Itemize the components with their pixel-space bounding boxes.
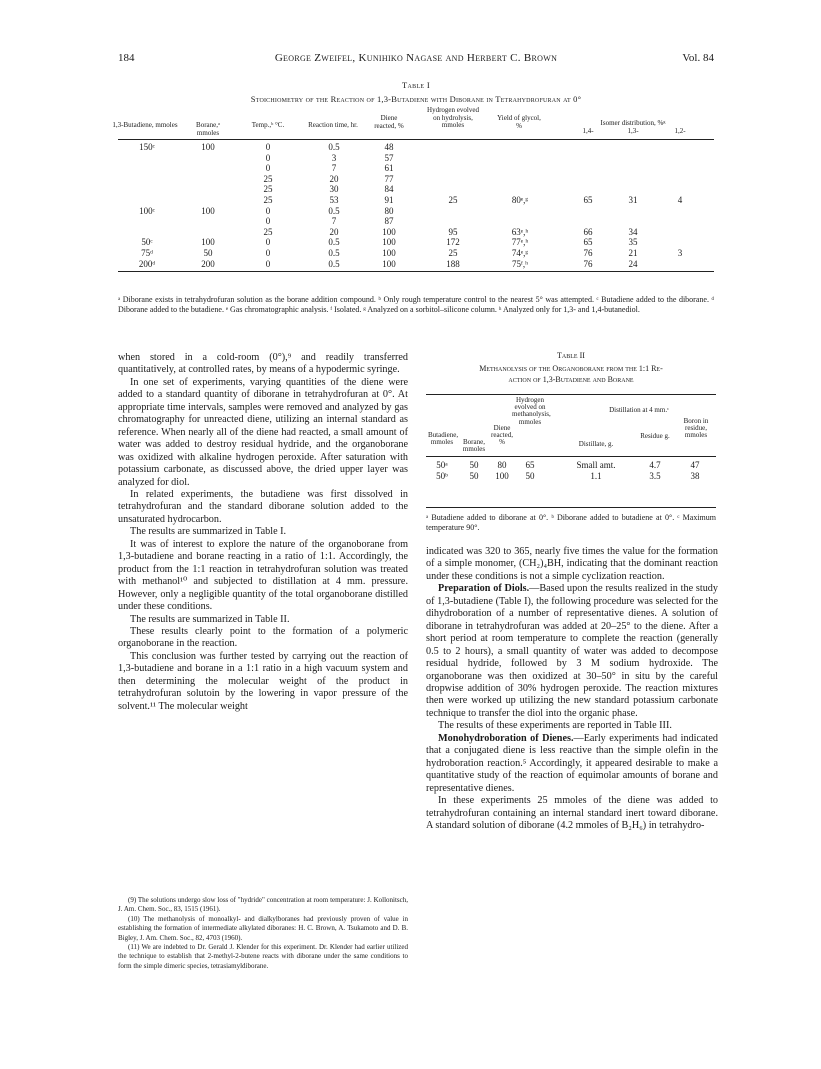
- t1-cell: [500, 142, 540, 153]
- t2-col-residue: [640, 460, 670, 482]
- t1-cell: 24: [628, 258, 638, 269]
- t1-cell: 0: [265, 163, 271, 174]
- t1-cell: 57: [384, 152, 394, 163]
- t1-cell: 48: [384, 142, 394, 152]
- t1-cell: [500, 216, 540, 227]
- t1-cell: 75ᶠ,ʰ: [511, 258, 529, 269]
- t1-cell: [665, 184, 695, 195]
- table2-bottom-rule: [426, 507, 716, 508]
- t1-cell: [618, 174, 648, 185]
- t2-col-distillate: [560, 460, 632, 482]
- t1-cell: 188: [446, 258, 460, 269]
- t1-cell: 0.5: [328, 237, 340, 248]
- t1-col-iso14: [573, 142, 603, 269]
- t1-cell: 53: [329, 194, 339, 205]
- t1-cell: [573, 216, 603, 227]
- t1-cell: 100ᶜ: [139, 205, 155, 216]
- t1-cell: [618, 142, 648, 153]
- t1-cell: 0.5: [328, 142, 340, 152]
- t1-col-borane: [188, 142, 228, 269]
- paragraph: when stored in a cold-room (0°),⁹ and readily transferred quantitatively, at controlled rates, by means of a hypodermic syringe.: [118, 352, 408, 376]
- t2-cell: 38: [690, 471, 700, 481]
- paragraph: indicated was 320 to 365, nearly five times the value for the formation of a simple monomer, (CH₂)₄BH, indicating that the dominant reaction under these conditions is not a simple cyclization reaction.: [426, 546, 718, 582]
- paragraph-text: —Based upon the results realized in the study of 1,3-butadiene (Table I), the following procedure was selected for the dihydroboration of a number of representative dienes. A solution of diborane in tetrahydrofuran was added at 20–25° to the diene. After a short period at room temperature to complete the reaction (generally 0.5 to 2 hours), a small quantity of water was added to decompose residual hydride, followed by 3 M sodium hydroxide. The organoborane was then oxidized at 30–50° in situ by the careful dropwise addition of 30% hydrogen peroxide. The reaction mixtures then were worked up utilizing the new standard potassium carbonate technique to transfer the diol into the organic phase.: [426, 583, 718, 719]
- t2-cell: 3.5: [649, 471, 661, 481]
- t1-header-glycol: Yield of glycol, %: [497, 114, 541, 130]
- t1-cell: 80: [384, 205, 394, 216]
- paragraph: [426, 733, 718, 795]
- t1-cell: 100: [382, 247, 396, 258]
- section-heading: Monohydroboration of Dienes.: [438, 732, 574, 744]
- t1-cell: 200: [201, 258, 215, 269]
- t1-cell: 65: [583, 194, 593, 205]
- t1-col-iso12: [665, 142, 695, 269]
- table2-top-rule: [426, 394, 716, 395]
- t1-cell: [500, 163, 540, 174]
- paragraph: It was of interest to explore the nature of the organoborane from 1,3-butadiene and borane reacting in a ratio of 1:1. Accordingly, the product from the 1:1 reaction in tetrahydrofuran solution was treated with methanol¹⁰ and subjected to distillation at 4 mm. pressure. However, only a negligible quantity of the total organoborane distilled under these conditions.: [118, 538, 408, 613]
- t2-cell: 1.1: [590, 471, 602, 481]
- t1-cell: 75ᵈ: [141, 247, 153, 258]
- t1-cell: 80ᵉ,ᵍ: [511, 194, 529, 205]
- t1-cell: 65: [583, 237, 593, 248]
- t1-cell: [433, 174, 473, 185]
- t2-cell: 50ᵇ: [436, 471, 448, 481]
- t1-cell: 25: [263, 194, 273, 205]
- t1-cell: [618, 206, 648, 217]
- t1-header-butadiene: 1,3-Butadiene, mmoles: [112, 121, 178, 129]
- t1-header-borane: Borane,ᵃ mmoles: [196, 121, 220, 137]
- paragraph-text: —Early experiments had indicated that a conjugated diene is less reactive than the simple olefin in the hydroboration reaction.⁵ Accordingly, it appeared desirable to make a quantitative study of the reaction of equimolar amounts of borane and representative dienes.: [426, 732, 718, 794]
- t1-cell: 100: [382, 226, 396, 237]
- t2-header-reacted: Diene reacted, %: [491, 424, 513, 447]
- left-footnotes: [118, 896, 408, 971]
- t1-col-iso13: [618, 142, 648, 269]
- t1-cell: [500, 184, 540, 195]
- paragraph: In one set of experiments, varying quantities of the diene were added to a standard quantity of diborane in tetrahydrofuran at 0°. At appropriate time intervals, samples were removed and analyzed by gas chromatography for unreacted diene, utilizing an internal standard as reference. When nearly all of the diene had reacted, a small amount of water was added to destroy residual hydride, and the organoborane was oxidized with alkaline hydrogen peroxide. After saturation with potassium carbonate, as discussed above, the dried upper layer was analyzed for diol.: [118, 376, 408, 488]
- t1-cell: [665, 227, 695, 238]
- t1-cell: 0: [265, 216, 271, 227]
- t1-cell: [573, 174, 603, 185]
- t1-cell: 3: [331, 152, 337, 163]
- t1-cell: 77ᵉ,ʰ: [511, 237, 529, 248]
- t1-cell: 25: [448, 247, 458, 258]
- t2-cell: 50: [469, 460, 479, 470]
- t2-col-reacted: [490, 460, 514, 482]
- t1-cell: [665, 259, 695, 270]
- t1-cell: [433, 184, 473, 195]
- t1-cell: 0: [265, 142, 271, 152]
- t1-cell: [500, 206, 540, 217]
- t1-cell: 4: [677, 194, 683, 205]
- table2-title: Table II: [557, 351, 585, 360]
- t1-col-butadiene: [122, 142, 172, 269]
- t1-col-reacted: [374, 142, 404, 269]
- t1-cell: [665, 174, 695, 185]
- t1-cell: [122, 227, 172, 238]
- t1-cell: 76: [583, 247, 593, 258]
- t1-cell: 25: [448, 194, 458, 205]
- t2-col-hydrogen: [518, 460, 542, 482]
- t1-cell: 0.5: [328, 205, 340, 216]
- t1-cell: 150ᶜ: [139, 142, 155, 152]
- running-header: [118, 52, 714, 68]
- t1-header-reacted: Diene reacted, %: [374, 114, 404, 130]
- t2-cell: 50ᵃ: [436, 460, 448, 470]
- table1-footnotes: ᵃ Diborane exists in tetrahydrofuran solution as the borane addition compound. ᵇ Only rough temperature control to the nearest 5° was attempted. ᶜ Butadiene added to the diborane. ᵈ Diborane added to the butadiene. ᵉ Gas chromatographic analysis. ᶠ Isolated. ᵍ Analyzed on a sorbitol–silicone column. ʰ Analyzed only for 1,3- and 1,4-butanediol.: [118, 295, 714, 314]
- t1-cell: 100: [201, 142, 215, 152]
- t1-cell: 100: [201, 205, 215, 216]
- t1-cell: 172: [446, 237, 460, 248]
- author-line: George Zweifel, Kunihiko Nagase and Herbert C. Brown: [274, 52, 558, 64]
- t1-header-hydrogen: Hydrogen evolved on hydrolysis, mmoles: [427, 106, 479, 129]
- t2-header-hydrogen: Hydrogen evolved on methanolysis, mmoles: [512, 396, 551, 426]
- t2-header-boron: Boron in residue, mmoles: [683, 417, 709, 440]
- paragraph: The results are summarized in Table II.: [130, 613, 290, 625]
- paragraph: In related experiments, the butadiene was first dissolved in tetrahydrofuran and the standard diborane solution added to the unsaturated hydrocarbon.: [118, 488, 408, 525]
- t1-cell: [433, 142, 473, 153]
- t1-cell: [665, 153, 695, 164]
- t1-cell: 66: [583, 226, 593, 237]
- table1-bottom-rule: [118, 271, 714, 272]
- t1-cell: [573, 153, 603, 164]
- t2-header-residue: Residue g.: [640, 432, 670, 440]
- t1-cell: 0: [265, 205, 271, 216]
- table1-subtitle: Stoichiometry of the Reaction of 1,3-Butadiene with Diborane in Tetrahydrofuran at 0°: [250, 94, 582, 104]
- t1-cell: [665, 206, 695, 217]
- t1-cell: [500, 174, 540, 185]
- table2-header-rule: [426, 456, 716, 457]
- t1-cell: 0: [265, 152, 271, 163]
- t1-cell: [188, 153, 228, 164]
- t1-col-glycol: [500, 142, 540, 269]
- t1-cell: [573, 142, 603, 153]
- t1-cell: [188, 174, 228, 185]
- t1-col-time: [312, 142, 356, 269]
- t1-cell: 35: [628, 237, 638, 248]
- t2-cell: 80: [497, 460, 507, 470]
- t2-cell: 50: [525, 471, 535, 481]
- t1-header-time: Reaction time, hr.: [308, 121, 358, 129]
- t1-cell: 84: [384, 184, 394, 195]
- t1-cell: 3: [677, 247, 683, 258]
- t1-cell: [433, 153, 473, 164]
- t1-cell: [665, 237, 695, 248]
- table2-subtitle: [426, 363, 716, 385]
- t1-cell: 25: [263, 173, 273, 184]
- footnote: (10) The methanolysis of monoalkyl- and dialkylboranes had previously proven of value in establishing the formation of intermediate alkylated diboranes: H. C. Brown, A. Tsukamoto and D. B. Bigley, J. Am. Chem. Soc., 82, 4703 (1960).: [118, 914, 408, 942]
- paragraph: The results are summarized in Table I.: [130, 526, 287, 538]
- t1-cell: [573, 184, 603, 195]
- right-column: [426, 546, 718, 832]
- t1-cell: 0.5: [328, 247, 340, 258]
- volume-label: Vol. 84: [682, 52, 714, 64]
- t1-cell: [433, 216, 473, 227]
- left-column: [118, 352, 408, 713]
- paragraph: The results of these experiments are reported in Table III.: [438, 720, 672, 732]
- t1-cell: [618, 216, 648, 227]
- t1-cell: [618, 153, 648, 164]
- t1-cell: 50ᶜ: [141, 237, 153, 248]
- t1-cell: 7: [331, 216, 337, 227]
- t1-cell: [122, 163, 172, 174]
- t1-cell: 95: [448, 226, 458, 237]
- t1-header-iso13: 1,3-: [627, 127, 639, 135]
- table2-footnotes: ᵃ Butadiene added to diborane at 0°. ᵇ Diborane added to butadiene at 0°. ᶜ Maximum temperature 90°.: [426, 513, 716, 532]
- t1-cell: 30: [329, 184, 339, 195]
- t1-cell: [618, 184, 648, 195]
- t1-cell: [122, 174, 172, 185]
- t2-header-distillation: Distillation at 4 mm.ᶜ: [609, 406, 669, 414]
- t1-cell: [618, 163, 648, 174]
- t1-cell: 25: [263, 184, 273, 195]
- t1-cell: 25: [263, 226, 273, 237]
- t1-header-iso12: 1,2-: [674, 127, 686, 135]
- t1-cell: [433, 206, 473, 217]
- t2-cell: 100: [495, 471, 509, 481]
- paragraph: [426, 583, 718, 720]
- t2-cell: 4.7: [649, 460, 661, 470]
- page-number: 184: [118, 52, 135, 64]
- t1-cell: 0: [265, 247, 271, 258]
- t1-cell: 20: [329, 226, 339, 237]
- t1-cell: 20: [329, 173, 339, 184]
- t1-header-iso14: 1,4-: [582, 127, 594, 135]
- t2-col-boron: [680, 460, 710, 482]
- t1-cell: [122, 153, 172, 164]
- t1-col-temp: [250, 142, 286, 269]
- t1-cell: 76: [583, 258, 593, 269]
- paragraph: This conclusion was further tested by carrying out the reaction of 1,3-butadiene and borane in a 1:1 ratio in a high vacuum system and then determining the molecular weight of the product in tetrahydrofuran solutoin by the lowering in vapor pressure of the solvent.¹¹ The molecular weight: [118, 650, 408, 712]
- t1-cell: [500, 153, 540, 164]
- t1-cell: 91: [384, 194, 394, 205]
- t1-cell: [665, 142, 695, 153]
- t1-header-isomer-label: Isomer distribution, %ᵍ: [600, 119, 666, 127]
- t1-cell: 31: [628, 194, 638, 205]
- table2-subtitle-line1: Methanolysis of the Organoborane from the 1:1 Re-: [479, 364, 663, 373]
- t2-cell: Small amt.: [576, 460, 616, 470]
- table1-header-rule: [118, 139, 714, 140]
- t1-cell: [188, 163, 228, 174]
- t1-cell: 0: [265, 237, 271, 248]
- t1-cell: 34: [628, 226, 638, 237]
- t1-col-hydrogen: [433, 142, 473, 269]
- t2-cell: 50: [469, 471, 479, 481]
- t1-cell: 77: [384, 173, 394, 184]
- t1-cell: 200ᵈ: [138, 258, 156, 269]
- t1-cell: 21: [628, 247, 638, 258]
- t1-cell: [188, 227, 228, 238]
- t1-cell: [665, 216, 695, 227]
- paragraph: These results clearly point to the formation of a polymeric organoborane in the reaction.: [118, 625, 408, 650]
- t1-cell: 63ᵉ,ʰ: [511, 226, 529, 237]
- t1-cell: [122, 184, 172, 195]
- paragraph: In these experiments 25 mmoles of the diene was added to tetrahydrofuran containing an internal standard inert toward diborane. A standard solution of diborane (4.2 mmoles of B₂H₆) in tetrahydro-: [426, 795, 718, 831]
- t1-cell: [122, 216, 172, 227]
- t1-cell: [122, 195, 172, 206]
- t2-col-butadiene: [430, 460, 454, 482]
- t1-cell: 7: [331, 163, 337, 174]
- t1-cell: [188, 195, 228, 206]
- t2-cell: 47: [690, 460, 700, 470]
- t2-header-borane: Borane, mmoles: [462, 438, 486, 454]
- table2-subtitle-line2: action of 1,3-Butadiene and Borane: [508, 375, 634, 384]
- t2-header-butadiene: Butadiene, mmoles: [428, 431, 459, 447]
- t1-cell: [188, 184, 228, 195]
- t1-cell: [188, 216, 228, 227]
- t1-cell: 87: [384, 216, 394, 227]
- t1-cell: [665, 163, 695, 174]
- footnote: (9) The solutions undergo slow loss of "hydride" concentration at room temperature: J. Kollonitsch, J. Am. Chem. Soc., 83, 1515 (1961).: [118, 896, 408, 914]
- t1-cell: 50: [203, 247, 213, 258]
- footnote: (11) We are indebted to Dr. Gerald J. Klender for this experiment. Dr. Klender had earlier utilized the technique to establish that 2-methyl-2-butene reacts with diborane under the same conditions to form the simple dimeric species, tetrasiamyldiborane.: [118, 943, 408, 970]
- t1-cell: 0: [265, 258, 271, 269]
- t1-cell: 100: [382, 237, 396, 248]
- t1-cell: 100: [201, 237, 215, 248]
- section-heading: Preparation of Diols.: [438, 583, 530, 595]
- t1-cell: 74ᵉ,ᵍ: [511, 247, 529, 258]
- t2-header-distillate: Distillate, g.: [578, 440, 614, 448]
- t1-cell: [433, 163, 473, 174]
- t1-cell: [573, 163, 603, 174]
- t1-cell: 0.5: [328, 258, 340, 269]
- t1-cell: 61: [384, 163, 394, 174]
- t2-cell: 65: [525, 460, 535, 470]
- t1-cell: 100: [382, 258, 396, 269]
- t1-header-temp: Temp.,ᵇ °C.: [251, 121, 285, 129]
- table1-title: Table I: [402, 80, 430, 90]
- t1-cell: [573, 206, 603, 217]
- t2-col-borane: [462, 460, 486, 482]
